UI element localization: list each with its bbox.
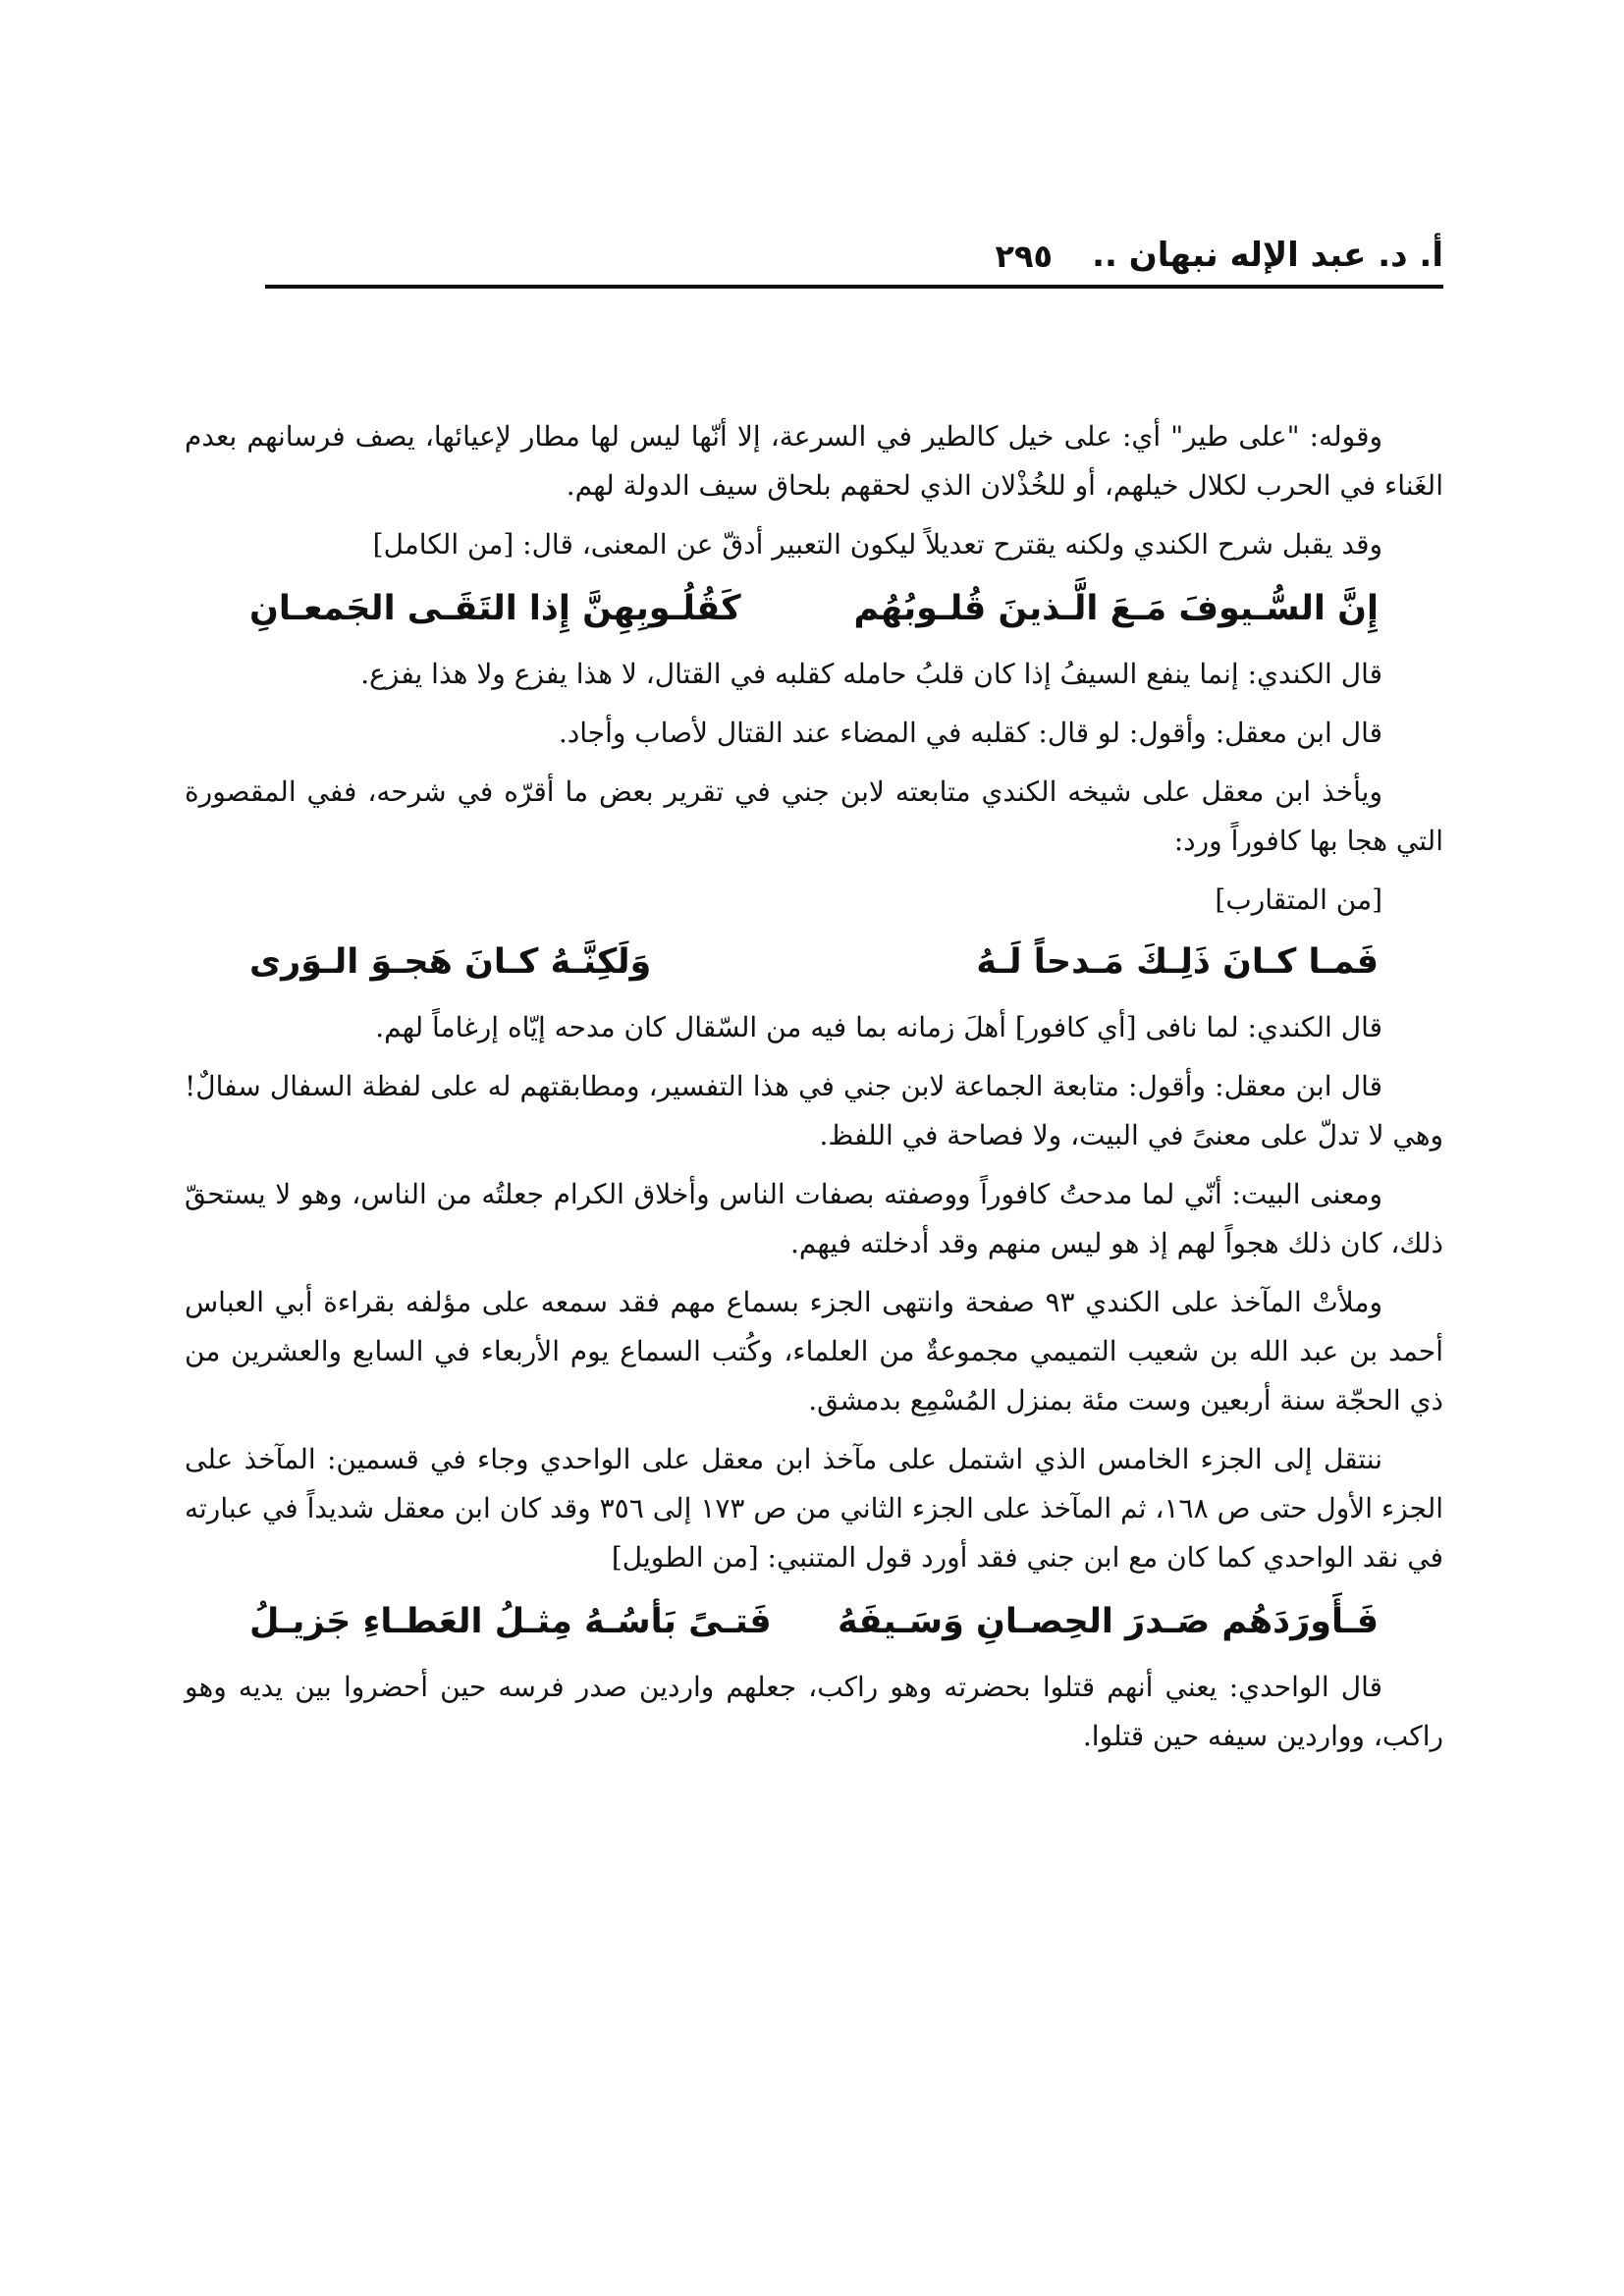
header-rule bbox=[265, 285, 1443, 289]
paragraph: ننتقل إلى الجزء الخامس الذي اشتمل على مآخذ ابن معقل على الواحدي وجاء في قسمين: المآخذ على الجزء الأول حتى ص ١٦٨، ثم المآخذ على الجزء الثاني من ص ١٧٣ إلى ٣٥٦ وقد كان ابن معقل شديداً في عبارته في نقد الواحدي كما كان مع ابن جني فقد أورد قول المتنبي: [من الطويل] bbox=[185, 1443, 1444, 1574]
paragraph: قال الكندي: إنما ينفع السيفُ إذا كان قلبُ حامله كقلبه في القتال، لا هذا يفزع ولا هذا يفزع. bbox=[360, 658, 1382, 690]
meter-label: [من المتقارب] bbox=[1215, 883, 1382, 916]
paragraph: قال الكندي: لما نافى [أي كافور] أهلَ زمانه بما فيه من السّقال كان مدحه إيّاه إرغاماً لهم. bbox=[375, 1011, 1382, 1043]
poetry-verse bbox=[249, 579, 1379, 638]
body-text bbox=[185, 412, 1443, 1771]
paragraph: قال ابن معقل: وأقول: لو قال: كقلبه في المضاء عند القتال لأصاب وأجاد. bbox=[558, 717, 1382, 749]
paragraph: ومعنى البيت: أنّي لما مدحتُ كافوراً ووصفته بصفات الناس وأخلاق الكرام جعلتُه من الناس، وهو لا يستحقّ ذلك، كان ذلك هجواً لهم إذ هو ليس منهم وقد أدخلته فيهم. bbox=[185, 1178, 1443, 1259]
poetry-verse bbox=[249, 1592, 1379, 1651]
poetry-verse bbox=[249, 933, 1379, 991]
header-author: أ. د. عبد الإله نبهان .. bbox=[1092, 236, 1443, 275]
verse-second-hemistich: كَقُلُـوبِهِنَّ إِذا التَقَـى الجَمعـانِ bbox=[249, 589, 741, 628]
paragraph: قال ابن معقل: وأقول: متابعة الجماعة لابن جني في هذا التفسير، ومطابقتهم له على لفظة السفال سفالٌ! وهي لا تدلّ على معنىً في البيت، ولا فصاحة في اللفظ. bbox=[185, 1070, 1443, 1151]
verse-second-hemistich: وَلَكِنَّـهُ كـانَ هَجـوَ الـوَرى bbox=[249, 942, 652, 982]
paragraph: وقوله: "على طير" أي: على خيل كالطير في السرعة، إلا أنّها ليس لها مطار لإعيائها، يصف فرسانهم بعدم الغَناء في الحرب لكلال خيلهم، أو للخُذْلان الذي لحقهم بلحاق سيف الدولة لهم. bbox=[185, 420, 1443, 502]
verse-first-hemistich: فَـأَورَدَهُم صَـدرَ الحِصـانِ وَسَـيفَهُ bbox=[838, 1602, 1379, 1641]
verse-first-hemistich: فَمـا كـانَ ذَلِـكَ مَـدحاً لَـهُ bbox=[976, 942, 1379, 982]
paragraph: وملأتْ المآخذ على الكندي ٩٣ صفحة وانتهى الجزء بسماع مهم فقد سمعه على مؤلفه بقراءة أبي العباس أحمد بن عبد الله بن شعيب التميمي مجموعةٌ من العلماء، وكُتب السماع يوم الأربعاء في السابع والعشرين من ذي الحجّة سنة أربعين وست مئة بمنزل المُسْمِع بدمشق. bbox=[185, 1286, 1443, 1416]
paragraph: وقد يقبل شرح الكندي ولكنه يقترح تعديلاً ليكون التعبير أدقّ عن المعنى، قال: [من الكامل] bbox=[372, 528, 1382, 561]
verse-first-hemistich: إِنَّ السُّـيوفَ مَـعَ الَّـذينَ قُلـوبُهُم bbox=[853, 589, 1379, 628]
paragraph: قال الواحدي: يعني أنهم قتلوا بحضرته وهو راكب، جعلهم واردين صدر فرسه حين أحضروا بين يديه وهو راكب، وواردين سيفه حين قتلوا. bbox=[185, 1671, 1443, 1752]
paragraph: ويأخذ ابن معقل على شيخه الكندي متابعته لابن جني في تقرير بعض ما أقرّه في شرحه، ففي المقصورة التي هجا بها كافوراً ورد: bbox=[185, 775, 1443, 857]
running-header bbox=[187, 206, 1443, 275]
page-number: ٢٩٥ bbox=[995, 238, 1054, 275]
verse-second-hemistich: فَتـىً بَأسُـهُ مِثـلُ العَطـاءِ جَزيـلُ bbox=[249, 1602, 772, 1641]
